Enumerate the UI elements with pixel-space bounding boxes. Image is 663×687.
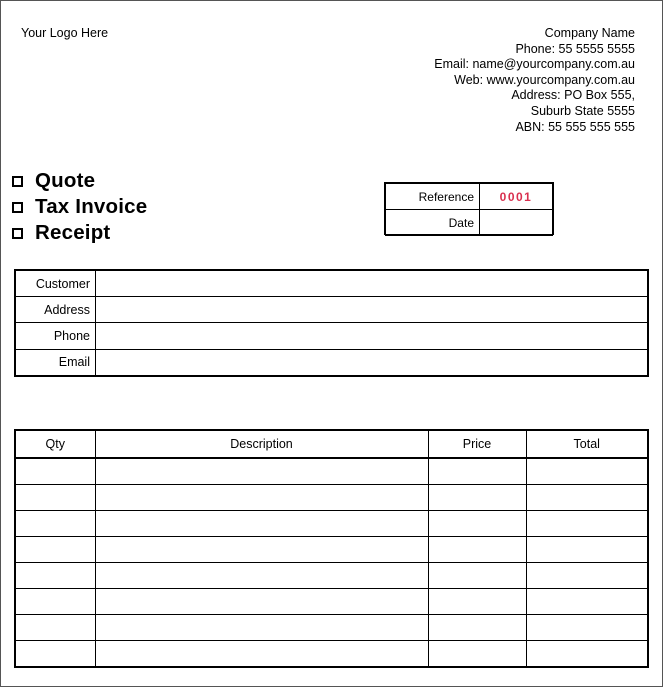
description-cell[interactable]: [95, 641, 428, 667]
company-phone: Phone: 55 5555 5555: [515, 41, 635, 56]
doc-type-label: Tax Invoice: [35, 195, 148, 218]
qty-cell[interactable]: [16, 511, 95, 537]
qty-cell[interactable]: [16, 485, 95, 511]
phone-field[interactable]: [96, 323, 648, 349]
logo-placeholder: Your Logo Here: [21, 26, 109, 40]
company-name: Company Name: [544, 26, 635, 40]
doc-type-receipt[interactable]: [12, 220, 147, 246]
reference-label: Reference: [386, 184, 480, 210]
doc-type-label: Receipt: [35, 221, 111, 244]
qty-cell[interactable]: [16, 537, 95, 563]
table-row: [16, 563, 647, 589]
email-label: Email: [16, 349, 96, 375]
total-cell[interactable]: [526, 511, 647, 537]
customer-details-box: [14, 269, 649, 377]
checkbox-icon[interactable]: [12, 202, 23, 213]
price-cell[interactable]: [428, 485, 526, 511]
table-row: [16, 615, 647, 641]
qty-cell[interactable]: [16, 615, 95, 641]
doc-type-quote[interactable]: [12, 168, 147, 194]
reference-number[interactable]: 0001: [480, 184, 553, 210]
table-row: [16, 511, 647, 537]
total-cell[interactable]: [526, 615, 647, 641]
company-address-line1: Address: PO Box 555,: [511, 88, 635, 103]
description-cell[interactable]: [95, 615, 428, 641]
company-web: Web: www.yourcompany.com.au: [454, 72, 635, 87]
price-cell[interactable]: [428, 511, 526, 537]
line-items-table: [16, 431, 647, 666]
customer-label: Customer: [16, 271, 96, 297]
column-header-qty: Qty: [16, 431, 95, 458]
address-field[interactable]: [96, 297, 648, 323]
doc-type-label: Quote: [35, 169, 96, 192]
table-row: [16, 641, 647, 667]
email-field[interactable]: [96, 349, 648, 375]
description-cell[interactable]: [95, 485, 428, 511]
price-cell[interactable]: [428, 589, 526, 615]
table-row: [16, 485, 647, 511]
total-cell[interactable]: [526, 641, 647, 667]
qty-cell[interactable]: [16, 589, 95, 615]
company-details: [434, 26, 635, 135]
price-cell[interactable]: [428, 458, 526, 485]
total-cell[interactable]: [526, 485, 647, 511]
price-cell[interactable]: [428, 615, 526, 641]
total-cell[interactable]: [526, 458, 647, 485]
checkbox-icon[interactable]: [12, 228, 23, 239]
column-header-price: Price: [428, 431, 526, 458]
address-label: Address: [16, 297, 96, 323]
description-cell[interactable]: [95, 511, 428, 537]
company-email: Email: name@yourcompany.com.au: [434, 57, 635, 72]
company-address-line2: Suburb State 5555: [530, 103, 635, 118]
description-cell[interactable]: [95, 589, 428, 615]
column-header-total: Total: [526, 431, 647, 458]
description-cell[interactable]: [95, 458, 428, 485]
total-cell[interactable]: [526, 589, 647, 615]
description-cell[interactable]: [95, 563, 428, 589]
qty-cell[interactable]: [16, 458, 95, 485]
column-header-description: Description: [95, 431, 428, 458]
phone-label: Phone: [16, 323, 96, 349]
reference-box: [384, 182, 554, 235]
table-row: [16, 589, 647, 615]
description-cell[interactable]: [95, 537, 428, 563]
company-abn: ABN: 55 555 555 555: [515, 119, 635, 134]
doc-type-tax-invoice[interactable]: [12, 194, 147, 220]
table-row: [16, 537, 647, 563]
qty-cell[interactable]: [16, 563, 95, 589]
price-cell[interactable]: [428, 563, 526, 589]
date-label: Date: [386, 210, 480, 236]
total-cell[interactable]: [526, 537, 647, 563]
line-items-box: [14, 429, 649, 668]
price-cell[interactable]: [428, 641, 526, 667]
date-field[interactable]: [480, 210, 553, 236]
price-cell[interactable]: [428, 537, 526, 563]
document-type-options: [12, 168, 147, 246]
total-cell[interactable]: [526, 563, 647, 589]
qty-cell[interactable]: [16, 641, 95, 667]
table-row: [16, 458, 647, 485]
checkbox-icon[interactable]: [12, 176, 23, 187]
customer-field[interactable]: [96, 271, 648, 297]
